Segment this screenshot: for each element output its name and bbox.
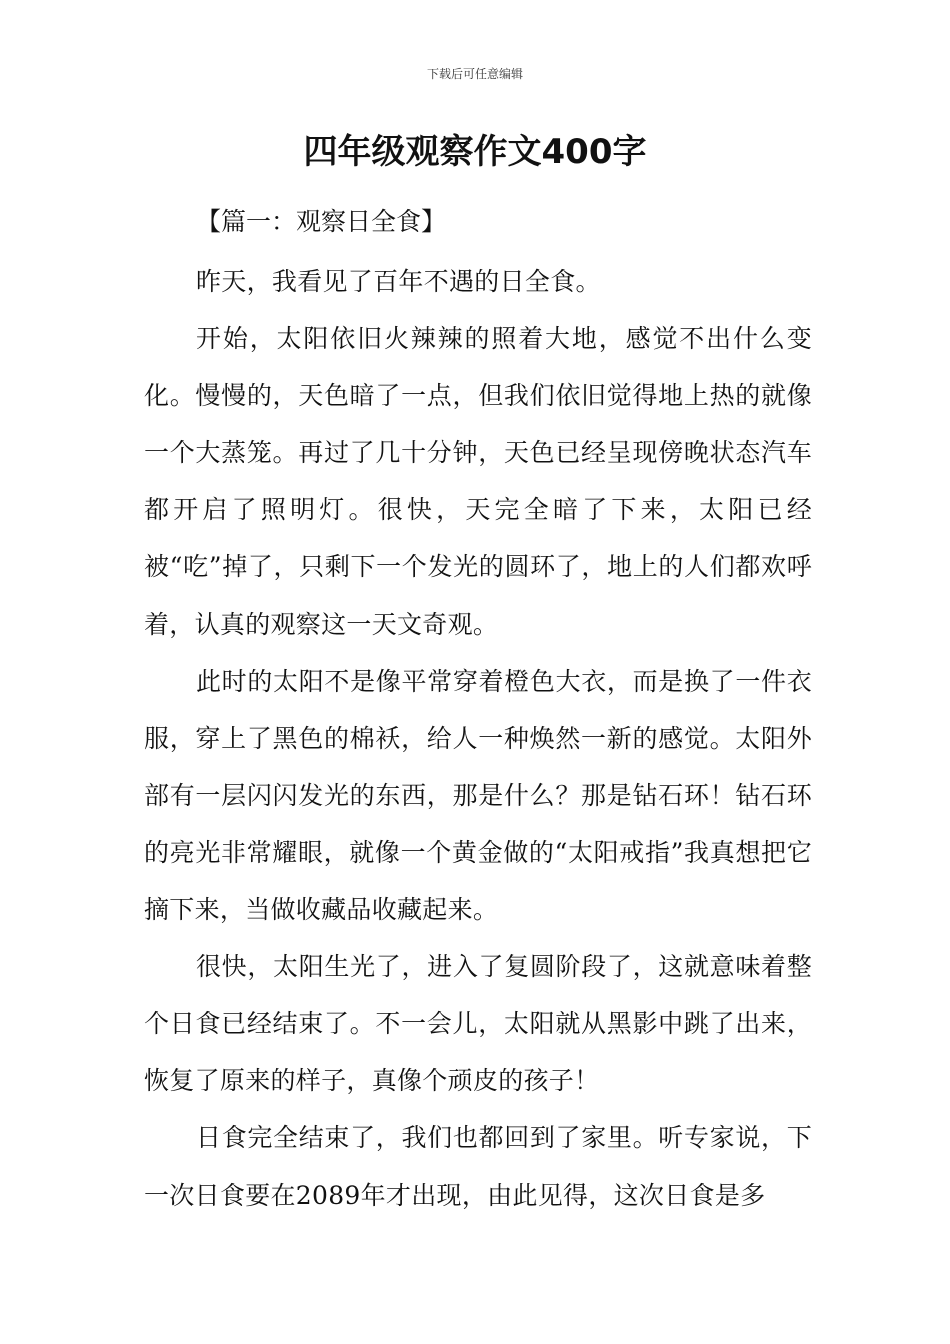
paragraph-4: 很快，太阳生光了，进入了复圆阶段了，这就意味着整个日食已经结束了。不一会儿，太阳就从黑影中跳了出来，恢复了原来的样子，真像个顽皮的孩子！ xyxy=(144,952,812,1096)
article-body xyxy=(144,253,812,1224)
paragraph-3: 此时的太阳不是像平常穿着橙色大衣，而是换了一件衣服，穿上了黑色的棉袄，给人一种焕然一新的感觉。太阳外部有一层闪闪发光的东西，那是什么？那是钻石环！钻石环的亮光非常耀眼，就像一个黄金做的“太阳戒指”我真想把它摘下来，当做收藏品收藏起来。 xyxy=(144,666,812,925)
paragraph-2: 开始，太阳依旧火辣辣的照着大地，感觉不出什么变化。慢慢的，天色暗了一点，但我们依旧觉得地上热的就像一个大蒸笼。再过了几十分钟，天色已经呈现傍晚状态汽车都开启了照明灯。很快，天完全暗了下来，太阳已经被“吃”掉了，只剩下一个发光的圆环了，地上的人们都欢呼着，认真的观察这一天文奇观。 xyxy=(144,324,812,639)
paragraph-1: 昨天，我看见了百年不遇的日全食。 xyxy=(196,267,601,296)
header-note: 下载后可任意编辑 xyxy=(426,67,523,81)
document-title: 四年级观察作文400字 xyxy=(303,132,647,172)
section-heading: 【篇一：观察日全食】 xyxy=(196,207,447,236)
paragraph-5: 日食完全结束了，我们也都回到了家里。听专家说，下一次日食要在2089年才出现，由此见得，这次日食是多 xyxy=(144,1123,812,1210)
